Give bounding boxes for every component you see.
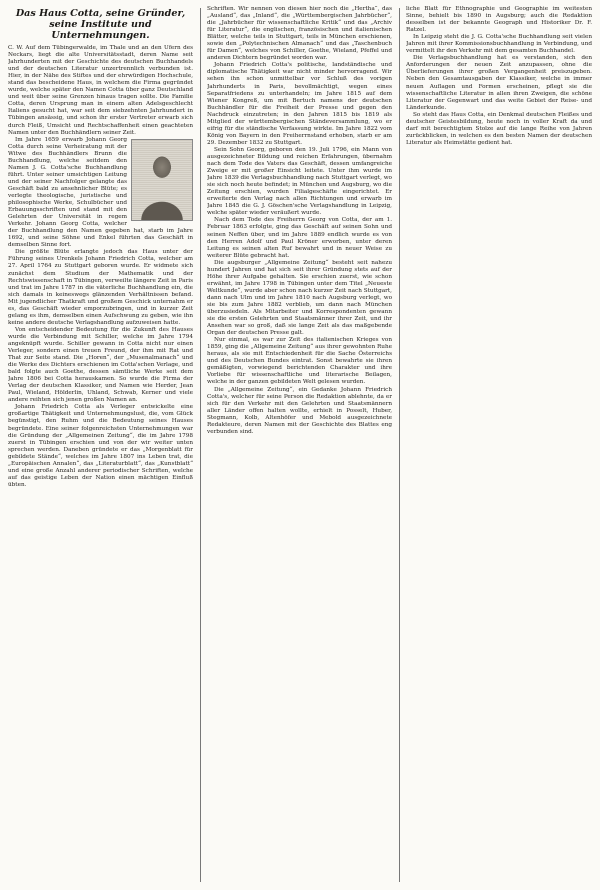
paragraph: Von entscheidender Bedeutung für die Zukunft des Hauses wurde die Verbindung mit Schiller, welche im Jahre 1794 angeknüpft wurde. Schiller gewann in Cotta nicht nur einen Verleger, sondern einen treuen Freund, der ihm mit Rat und That zur Seite stand. Die „Horen“, der „Musenalmanach“ und die Werke des Dichters erschienen im Cotta'schen Verlage, und bald folgte auch Goethe, dessen sämtliche Werke seit dem Jahre 1806 bei Cotta herauskamen. So wurde die Firma der Verlag der deutschen Klassiker, und Namen wie Herder, Jean Paul, Wieland, Hölderlin, Uhland, Schwab, Kerner und viele andere reihten sich jenen großen Namen an. xyxy=(8,326,193,404)
portrait-engraving xyxy=(131,139,193,221)
paragraph: In Leipzig steht die J. G. Cotta'sche Buchhandlung seit vielen Jahren mit ihrer Kommissionsbuchhandlung in Verbindung, und vermittelt ihr den Verkehr mit dem gesamten Buchhandel. xyxy=(406,34,592,55)
paragraph: Die größte Blüte erlangte jedoch das Haus unter der Führung seines Urenkels Johann Friedrich Cotta, welcher am 27. April 1764 zu Stuttgart geboren wurde. Er widmete sich zunächst dem Studium der Mathematik und der Rechtswissenschaft in Tübingen, verweilte längere Zeit in Paris und trat im Jahre 1787 in die väterliche Buchhandlung ein, die sich damals in keineswegs glänzenden Verhältnissen befand. Mit jugendlicher Thatkraft und großem Geschick unternahm er es, das Geschäft wieder emporzubringen, und in kurzer Zeit gelang es ihm, demselben einen Aufschwung zu geben, wie ihn keine andere deutsche Verlagshandlung aufzuweisen hatte. xyxy=(8,249,193,326)
paragraph: Johann Friedrich Cotta als Verleger entwickelte eine großartige Thätigkeit und Unternehmungslust, die, vom Glück begünstigt, den Ruhm und die Bedeutung seines Hauses begründete. Eine seiner folgenreichsten Unternehmungen war die Gründung der „Allgemeinen Zeitung“, die im Jahre 1798 zuerst in Tübingen erschien und von der wir weiter unten sprechen werden. Daneben gründete er das „Morgenblatt für gebildete Stände“, welches im Jahre 1807 ins Leben trat, die „Europäischen Annalen“, das „Literaturblatt“, das „Kunstblatt“ und eine große Anzahl anderer periodischer Schriften, welche auf das geistige Leben der Nation einen mächtigen Einfluß übten. xyxy=(8,404,193,488)
paragraph: Nur einmal, es war zur Zeit des italienischen Krieges von 1859, ging die „Allgemeine Zeitung“ aus ihrer gewohnten Ruhe heraus, als sie mit Entschiedenheit für die Sache Österreichs und des Deutschen Bundes eintrat. Sonst bewahrte sie ihren gemäßigten, vorwiegend berichtenden Charakter und ihre Vorliebe für wissenschaftliche und literarische Beilagen, welche in der ganzen gebildeten Welt gelesen wurden. xyxy=(207,337,392,386)
paragraph: Sein Sohn Georg, geboren den 19. Juli 1796, ein Mann von ausgezeichneter Bildung und reichen Erfahrungen, übernahm nach dem Tode des Vaters das Geschäft, dessen umfangreiche Zweige er mit großer Einsicht leitete. Unter ihm wurde im Jahre 1839 die Verlagsbuchhandlung nach Stuttgart verlegt, wo sie sich noch heute befindet; in München und Augsburg, wo die Zeitung erschien, wurden Filialgeschäfte eingerichtet. Er erweiterte den Verlag nach allen Richtungen und erwarb im Jahre 1845 die G. J. Göschen'sche Verlagshandlung in Leipzig, welche später wieder veräußert wurde. xyxy=(207,146,392,217)
column-1 xyxy=(8,6,193,884)
paragraph: Die „Allgemeine Zeitung“, ein Gedanke Johann Friedrich Cotta's, welcher für seine Person die Redaktion ablehnte, da er sich für den Verkehr mit den Gelehrten und Staatsmännern aller Länder offen halten wollte, erhielt in Posselt, Huber, Stegmann, Kolb, Altenhöfer und Mebold ausgezeichnete Redakteure, deren Namen mit der Geschichte des Blattes eng verbunden sind. xyxy=(207,386,392,435)
paragraph: Die Verlagsbuchhandlung hat es verstanden, sich den Anforderungen der neuen Zeit anzupassen, ohne die Überlieferungen ihrer großen Vergangenheit preiszugeben. Neben den Gesamtausgaben der Klassiker, welche in immer neuen Auflagen und Formen erscheinen, pflegt sie die wissenschaftliche Literatur in allen ihren Zweigen, die schöne Literatur der Gegenwart und das weite Gebiet der Reise- und Länderkunde. xyxy=(406,55,592,111)
paragraph: So steht das Haus Cotta, ein Denkmal deutschen Fleißes und deutscher Geistesbildung, heute noch in voller Kraft da und darf mit berechtigtem Stolze auf die lange Reihe von Jahren zurückblicken, in welchen es den besten Namen der deutschen Literatur als Heimstätte gedient hat. xyxy=(406,111,592,146)
paragraph: Im Jahre 1659 erwarb Johann Georg Cotta durch seine Verheiratung mit der Witwe des Buchhändlers Brunn die Buchhandlung, welche seitdem den Namen J. G. Cotta'sche Buchhandlung führt. Unter seiner umsichtigen Leitung und der seiner Nachfolger gelangte das Geschäft bald zu ansehnlicher Blüte; es verlegte theologische, juristische und philosophische Werke, Schulbücher und Erbauungsschriften und stand mit den Gelehrten der Universität in regem Verkehr. Johann Georg Cotta, welcher der Buchhandlung den Namen gegeben hat, starb im Jahre 1692, und seine Söhne und Enkel führten das Geschäft in demselben Sinne fort. xyxy=(8,136,193,249)
paragraph: Die augsburger „Allgemeine Zeitung“ besteht seit nahezu hundert Jahren und hat sich seit ihrer Gründung stets auf der Höhe ihrer Aufgabe gehalten. Sie erschien zuerst, wie schon erwähnt, im Jahre 1798 in Tübingen unter dem Titel „Neueste Weltkunde“, wurde aber schon nach kurzer Zeit nach Stuttgart, dann nach Ulm und im Jahre 1810 nach Augsburg verlegt, wo sie bis zum Jahre 1882 verblieb, um dann nach München überzusiedeln. Als Mitarbeiter und Korrespondenten gewann sie die ersten Gelehrten und Staatsmänner ihrer Zeit, und ihr Ansehen war so groß, daß sie lange Zeit als das maßgebende Organ der deutschen Presse galt. xyxy=(207,259,392,337)
column-3 xyxy=(406,6,592,884)
paragraph: liche Blatt für Ethnographie und Geographie im weitesten Sinne, behielt bis 1890 in Augsburg; auch die Redaktion desselben ist der bekannte Geograph und Historiker Dr. F. Ratzel. xyxy=(406,6,592,34)
paragraph: Schriften. Wir nennen von diesen hier noch die „Hertha“, das „Ausland“, das „Inland“, die „Württembergischen Jahrbücher“, die „Jahrbücher für wissenschaftliche Kritik“ und das „Archiv für Literatur“, die englischen, französischen und italienischen Blätter, welche teils in Stuttgart, teils in München erschienen, sowie den „Polytechnischen Almanach“ und das „Taschenbuch für Damen“, welches von Schiller, Goethe, Wieland, Pfeffel und anderen Dichtern begründet worden war. xyxy=(207,6,392,62)
article-title: Das Haus Cotta, seine Gründer, seine Institute und Unternehmungen. xyxy=(15,8,186,41)
paragraph: Johann Friedrich Cotta's politische, landständische und diplomatische Thätigkeit war nicht minder hervorragend. Wir sehen ihn schon unmittelbar vor Schluß des vorigen Jahrhunderts in Paris, bevollmächtigt, wegen eines Separatfriedens zu unterhandeln; im Jahre 1815 auf dem Wiener Kongreß, um mit Bertuch namens der deutschen Buchhändler für die Freiheit der Presse und gegen den Nachdruck einzutreten; in den Jahren 1815 bis 1819 als Mitglied der württembergischen Ständeversammlung, wo er eifrig für die ständische Verfassung wirkte. Im Jahre 1822 vom König von Bayern in den Freiherrnstand erhoben, starb er am 29. Dezember 1832 zu Stuttgart. xyxy=(207,62,392,146)
column-2 xyxy=(207,6,392,884)
paragraph: C. W. Auf dem Tübingerwalde, im Thale und an den Ufern des Neckars, liegt die alte Universitätsstadt, deren Name seit Jahrhunderten mit der Geschichte des deutschen Buchhandels und der deutschen Literatur unzertrennlich verbunden ist. Hier, in der Nähe des Stiftes und der ehrwürdigen Hochschule, stand das bescheidene Haus, in welchem die Firma gegründet wurde, welche später den Namen Cotta über ganz Deutschland und weit über seine Grenzen hinaus tragen sollte. Die Familie Cotta, deren Ursprung man in einem alten Adelsgeschlecht Italiens gesucht hat, war seit dem siebzehnten Jahrhundert in Tübingen ansässig, und schon ihr erster Vertreter erwarb sich durch Fleiß, Umsicht und Rechtschaffenheit einen geachteten Namen unter den Buchhändlern seiner Zeit. xyxy=(8,45,193,136)
column-divider xyxy=(200,8,201,882)
column-divider xyxy=(399,8,400,882)
paragraph: Nach dem Tode des Freiherrn Georg von Cotta, der am 1. Februar 1863 erfolgte, ging das Geschäft auf seinen Sohn und seinen Neffen über, und im Jahre 1889 endlich wurde es von den Herren Adolf und Paul Kröner erworben, unter deren Leitung es seinen alten Ruf bewahrt und in neuer Weise zu weiterer Blüte gebracht hat. xyxy=(207,217,392,259)
